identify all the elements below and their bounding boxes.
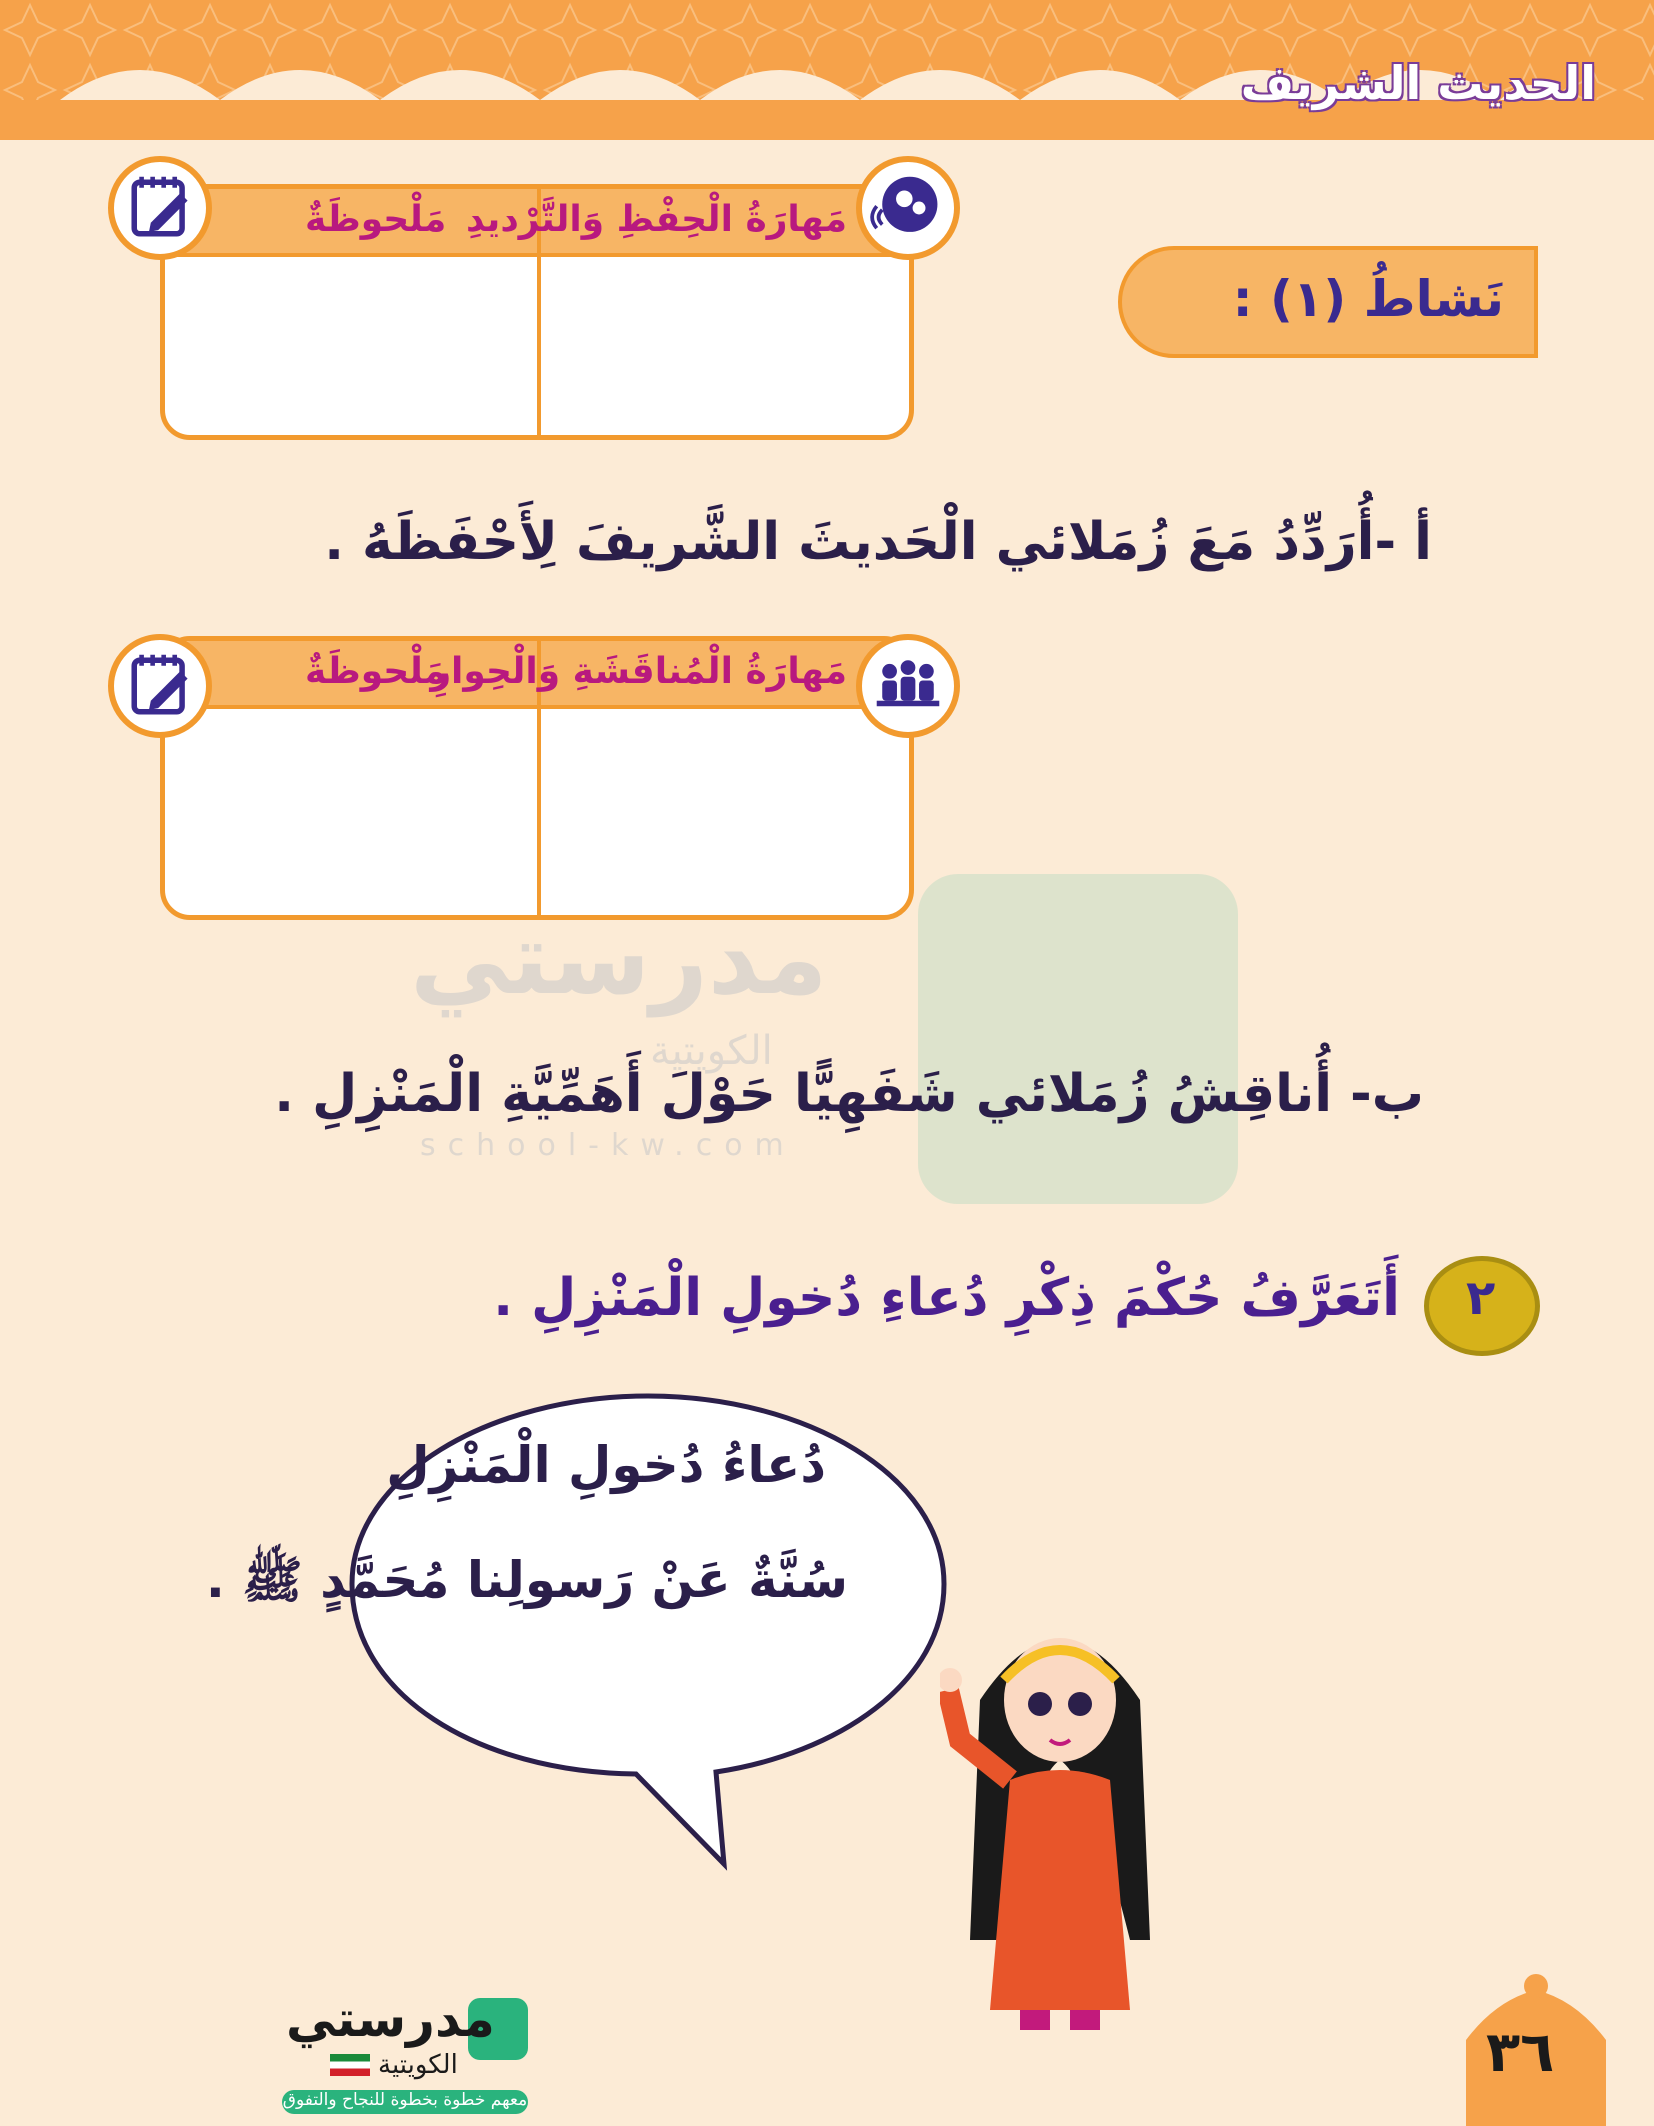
note-label: مَلْحوظَةٌ xyxy=(305,651,447,692)
watermark-url: school-kw.com xyxy=(420,1128,796,1163)
notepad-pencil-icon xyxy=(108,156,212,260)
watermark-logo xyxy=(918,874,1238,1204)
footer-brand-sub: الكويتية xyxy=(378,2050,458,2080)
section-number: ٢ xyxy=(1466,1270,1496,1326)
section-title: الحديث الشريف xyxy=(1240,56,1596,110)
group-discussion-icon xyxy=(856,634,960,738)
page-number: ٣٦ xyxy=(1486,2020,1555,2085)
footer-tagline: معهم خطوة بخطوة للنجاح والتفوق xyxy=(282,2090,528,2114)
discussion-skill-table xyxy=(160,636,914,920)
head-gears-icon xyxy=(856,156,960,260)
item-a-text: أ -أُرَدِّدُ مَعَ زُمَلائي الْحَديثَ الشَّريفَ لِأَحْفَظَهُ . xyxy=(324,512,1432,572)
memorization-skill-label: مَهارَةُ الْحِفْظِ وَالتَّرْديدِ xyxy=(466,199,847,240)
activity-title: نَشاطُ (١) : xyxy=(1232,270,1504,328)
kuwait-flag-icon xyxy=(330,2054,370,2076)
section-2-text: أَتَعَرَّفُ حُكْمَ ذِكْرِ دُعاءِ دُخولِ الْمَنْزِلِ . xyxy=(493,1268,1400,1328)
girl-illustration xyxy=(940,1580,1180,2040)
note-label: مَلْحوظَةٌ xyxy=(305,199,447,240)
item-b-text: ب- أُناقِشُ زُمَلائي شَفَهِيًّا حَوْلَ أَهَمِّيَّةِ الْمَنْزِلِ . xyxy=(274,1064,1424,1124)
watermark-sub: الكويتية xyxy=(650,1028,773,1074)
bubble-line-1: دُعاءُ دُخولِ الْمَنْزِلِ xyxy=(386,1436,826,1494)
bubble-line-2: سُنَّةٌ عَنْ رَسولِنا مُحَمَّدٍ ﷺ . xyxy=(205,1551,848,1609)
discussion-skill-label: مَهارَةُ الْمُناقَشَةِ وَالْحِوارِ xyxy=(430,651,847,692)
notepad-pencil-icon xyxy=(108,634,212,738)
watermark-name: مدرستي xyxy=(410,900,828,1017)
memorization-skill-table xyxy=(160,184,914,440)
footer-brand-name: مدرستي xyxy=(286,1990,495,2048)
